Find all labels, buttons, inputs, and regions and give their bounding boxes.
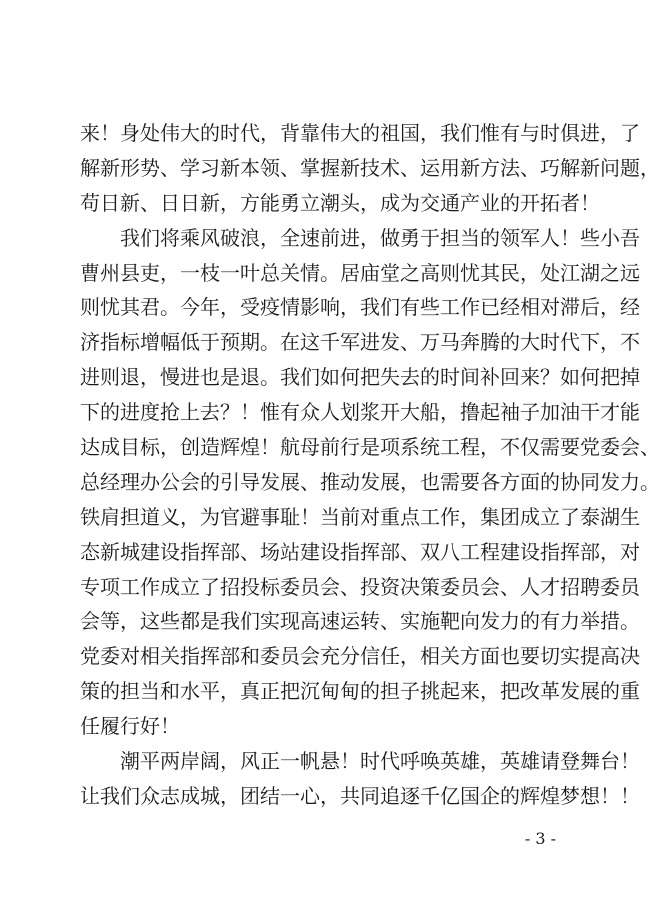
text-line: 专项工作成立了招投标委员会、投资决策委员会、人才招聘委员 xyxy=(80,574,640,599)
text-line: 下的进度抢上去？！惟有众人划浆开大船，撸起袖子加油干才能 xyxy=(80,400,640,425)
text-line: 济指标增幅低于预期。在这千军进发、万马奔腾的大时代下，不 xyxy=(80,330,640,355)
text-line: 让我们众志成城，团结一心，共同追逐千亿国企的辉煌梦想！！ xyxy=(80,783,640,808)
text-line: 进则退，慢进也是退。我们如何把失去的时间补回来？如何把掉 xyxy=(80,365,640,390)
text-line: 则忧其君。今年，受疫情影响，我们有些工作已经相对滞后，经 xyxy=(80,295,640,320)
text-line: 来！身处伟大的时代，背靠伟大的祖国，我们惟有与时俱进，了 xyxy=(80,121,640,145)
text-line: 达成目标，创造辉煌！航母前行是项系统工程，不仅需要党委会、 xyxy=(80,435,660,460)
text-line: 任履行好！ xyxy=(80,714,180,739)
paragraph-start-line: 潮平两岸阔，风正一帆悬！时代呼唤英雄，英雄请登舞台！ xyxy=(120,749,640,774)
text-line: 会等，这些都是我们实现高速运转、实施靶向发力的有力举措。 xyxy=(80,609,640,634)
page-number: - 3 - xyxy=(524,829,556,848)
paragraph-start-line: 我们将乘风破浪，全速前进，做勇于担当的领军人！些小吾 xyxy=(120,225,640,250)
document-body xyxy=(80,116,660,814)
text-line: 党委对相关指挥部和委员会充分信任，相关方面也要切实提高决 xyxy=(80,644,640,669)
text-line: 曹州县吏，一枝一叶总关情。居庙堂之高则忧其民，处江湖之远 xyxy=(80,260,640,285)
text-line: 铁肩担道义，为官避事耻！当前对重点工作，集团成立了泰湖生 xyxy=(80,504,640,529)
text-line: 苟日新、日日新，方能勇立潮头，成为交通产业的开拓者！ xyxy=(80,190,600,215)
text-line: 解新形势、学习新本领、掌握新技术、运用新方法、巧解新问题， xyxy=(80,155,660,180)
text-line: 总经理办公会的引导发展、推动发展，也需要各方面的协同发力。 xyxy=(80,469,660,494)
text-line: 态新城建设指挥部、场站建设指挥部、双八工程建设指挥部，对 xyxy=(80,539,640,564)
text-line: 策的担当和水平，真正把沉甸甸的担子挑起来，把改革发展的重 xyxy=(80,679,640,704)
